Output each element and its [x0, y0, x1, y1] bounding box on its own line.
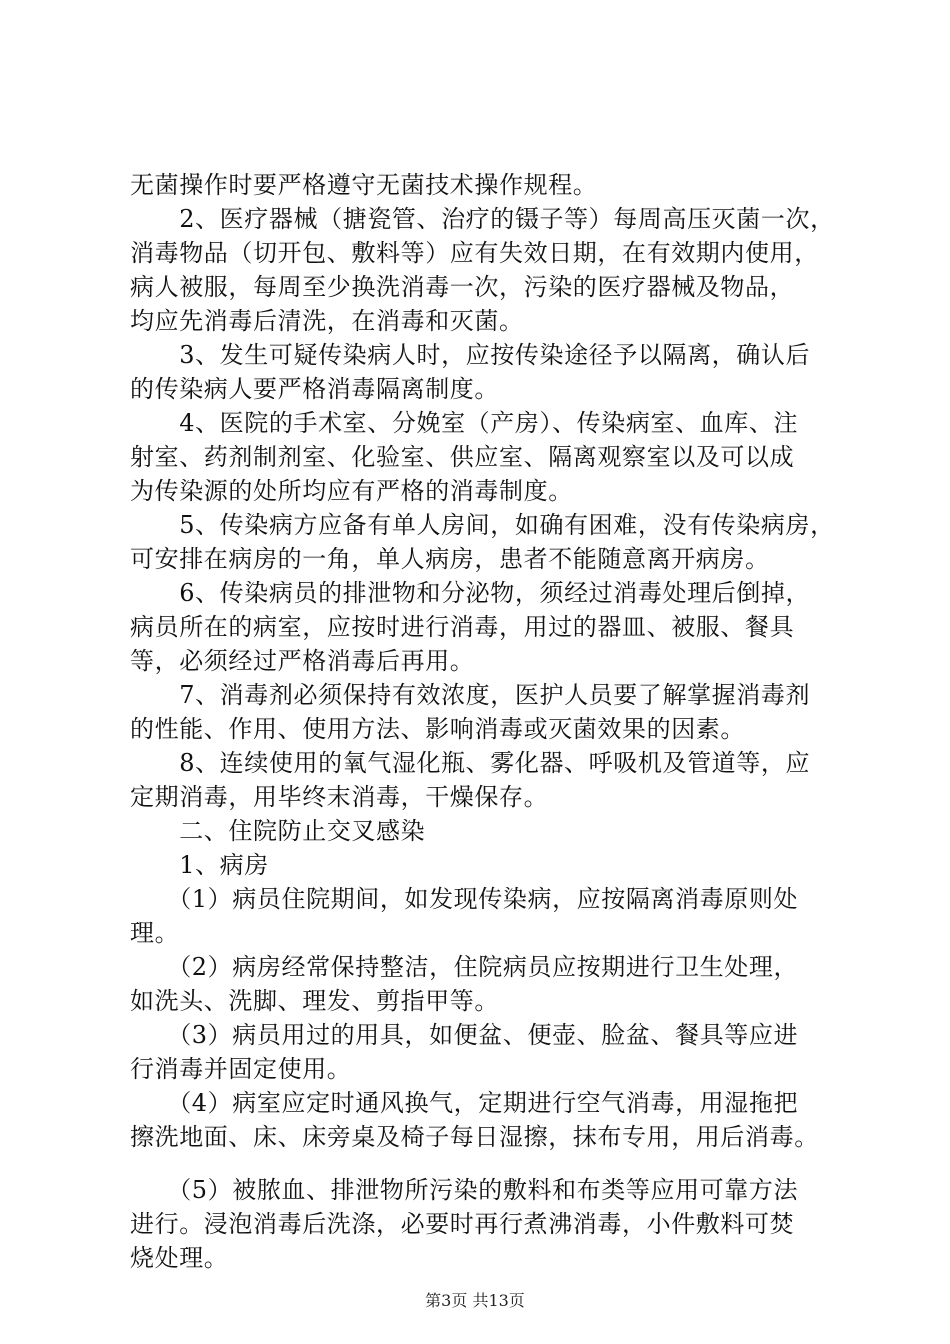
text-line: 2、医疗器械（搪瓷管、治疗的镊子等）每周高压灭菌一次，	[130, 205, 835, 233]
text-line: 病人被服，每周至少换洗消毒一次，污染的医疗器械及物品，	[130, 273, 795, 301]
text-line: 均应先消毒后清洗，在消毒和灭菌。	[130, 307, 524, 335]
text-line: 8、连续使用的氧气湿化瓶、雾化器、呼吸机及管道等，应	[130, 749, 811, 777]
text-line: 定期消毒，用毕终末消毒，干燥保存。	[130, 783, 549, 811]
text-line: 如洗头、洗脚、理发、剪指甲等。	[130, 987, 499, 1015]
text-line: 6、传染病员的排泄物和分泌物，须经过消毒处理后倒掉，	[130, 579, 811, 607]
text-line: （4）病室应定时通风换气，定期进行空气消毒，用湿拖把	[130, 1089, 799, 1117]
text-line: 进行。浸泡消毒后洗涤，必要时再行煮沸消毒，小件敷料可焚	[130, 1210, 795, 1238]
text-line: 消毒物品（切开包、敷料等）应有失效日期，在有效期内使用，	[130, 239, 819, 267]
section-heading: 二、住院防止交叉感染	[130, 817, 426, 845]
text-line: 射室、药剂制剂室、化验室、供应室、隔离观察室以及可以成	[130, 443, 795, 471]
text-line: 烧处理。	[130, 1244, 229, 1272]
text-line: 4、医院的手术室、分娩室（产房）、传染病室、血库、注	[130, 409, 799, 437]
text-line: （1）病员住院期间，如发现传染病，应按隔离消毒原则处	[130, 885, 799, 913]
text-line: 行消毒并固定使用。	[130, 1055, 352, 1083]
text-line: 等，必须经过严格消毒后再用。	[130, 647, 475, 675]
text-line: 无菌操作时要严格遵守无菌技术操作规程。	[130, 171, 598, 199]
text-line: 擦洗地面、床、床旁桌及椅子每日湿擦，抹布专用，用后消毒。	[130, 1123, 819, 1151]
text-line: 7、消毒剂必须保持有效浓度，医护人员要了解掌握消毒剂	[130, 681, 811, 709]
text-line: 为传染源的处所均应有严格的消毒制度。	[130, 477, 573, 505]
text-line: 3、发生可疑传染病人时，应按传染途径予以隔离，确认后	[130, 341, 811, 369]
text-line: 理。	[130, 919, 180, 947]
text-line: 可安排在病房的一角，单人病房，患者不能随意离开病房。	[130, 545, 770, 573]
text-line: （2）病房经常保持整洁，住院病员应按期进行卫生处理，	[130, 953, 799, 981]
text-line: （5）被脓血、排泄物所污染的敷料和布类等应用可靠方法	[130, 1176, 799, 1204]
subsection-heading: 1、病房	[130, 851, 269, 879]
text-line: （3）病员用过的用具，如便盆、便壶、脸盆、餐具等应进	[130, 1021, 799, 1049]
text-line: 病员所在的病室，应按时进行消毒，用过的器皿、被服、餐具	[130, 613, 795, 641]
text-line: 5、传染病方应备有单人房间，如确有困难，没有传染病房，	[130, 511, 835, 539]
page-footer: 第3页 共13页	[425, 1291, 525, 1310]
text-line: 的性能、作用、使用方法、影响消毒或灭菌效果的因素。	[130, 715, 745, 743]
text-line: 的传染病人要严格消毒隔离制度。	[130, 375, 499, 403]
